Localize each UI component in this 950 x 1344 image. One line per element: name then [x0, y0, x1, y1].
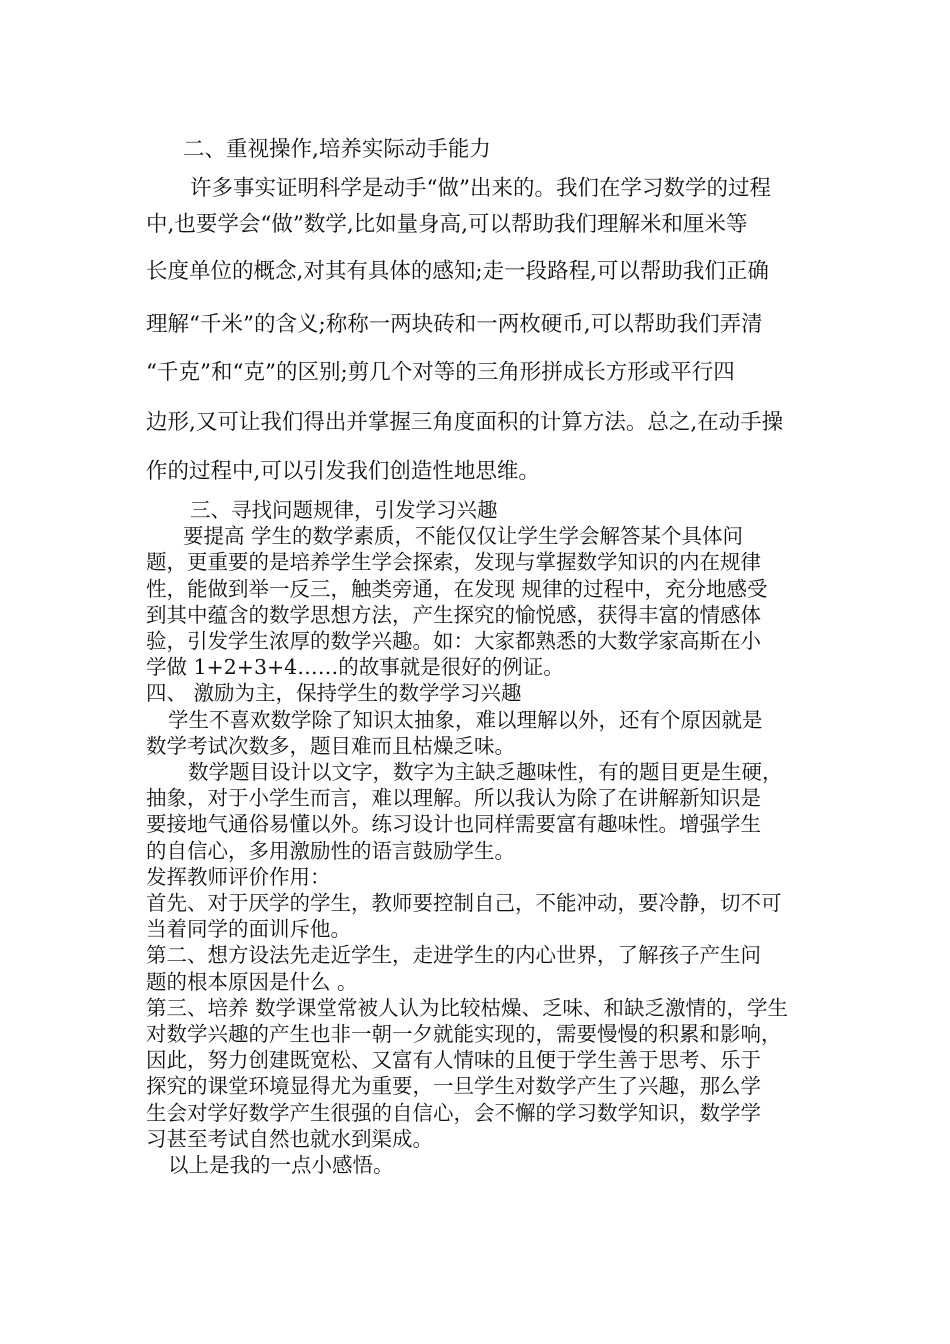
section-heading-3: 三、寻找问题规律，引发学习兴趣: [190, 498, 498, 522]
paragraph-line: 验，引发学生浓厚的数学兴趣。如：大家都熟悉的大数学家高斯在小: [146, 629, 761, 653]
paragraph-line: 作的过程中,可以引发我们创造性地思维。: [146, 459, 540, 484]
paragraph-line: 生会对学好数学产生很强的自信心，会不懈的学习数学知识，数学学: [146, 1101, 761, 1125]
paragraph-line: 的自信心，多用激励性的语言鼓励学生。: [146, 839, 515, 863]
paragraph-line: 习甚至考试自然也就水到渠成。: [146, 1127, 433, 1151]
paragraph-line: 要提高 学生的数学素质，不能仅仅让学生学会解答某个具体问: [183, 524, 744, 548]
paragraph-line: 到其中蕴含的数学思想方法，产生探究的愉悦感，获得丰富的情感体: [146, 603, 761, 627]
paragraph-line: 中,也要学会“做”数学,比如量身高,可以帮助我们理解米和厘米等: [146, 212, 748, 237]
paragraph-line: 长度单位的概念,对其有具体的感知;走一段路程,可以帮助我们正确: [146, 259, 769, 284]
paragraph-line: 第二、想方设法先走近学生，走进学生的内心世界，了解孩子产生问: [146, 943, 761, 967]
paragraph-line: 首先、对于厌学的学生，教师要控制自己，不能冲动，要冷静，切不可: [146, 891, 782, 915]
closing-line: 以上是我的一点小感悟。: [168, 1153, 394, 1177]
paragraph-line: 题的根本原因是什么 。: [146, 970, 358, 994]
section-heading-4: 四、 激励为主，保持学生的数学学习兴趣: [146, 681, 522, 705]
paragraph-line: 第三、培养 数学课堂常被人认为比较枯燥、乏味、和缺乏激情的，学生: [146, 996, 789, 1020]
paragraph-line: 对数学兴趣的产生也非一朝一夕就能实现的，需要慢慢的积累和影响，: [146, 1022, 782, 1046]
paragraph-line: 题，更重要的是培养学生学会探索，发现与掌握数学知识的内在规律: [146, 550, 761, 574]
paragraph-line: “千克”和“克”的区别;剪几个对等的三角形拼成长方形或平行四: [146, 360, 735, 385]
paragraph-line: 数学考试次数多，题目难而且枯燥乏味。: [146, 734, 515, 758]
paragraph-line: 要接地气通俗易懂以外。练习设计也同样需要富有趣味性。增强学生: [146, 812, 761, 836]
paragraph-line: 理解“千米”的含义;称称一两块砖和一两枚硬币,可以帮助我们弄清: [146, 312, 763, 337]
subheading-line: 发挥教师评价作用：: [146, 865, 331, 889]
section-heading-2: 二、重视操作,培养实际动手能力: [183, 137, 491, 162]
paragraph-line: 许多事实证明科学是动手“做”出来的。我们在学习数学的过程: [190, 176, 771, 201]
paragraph-line: 学生不喜欢数学除了知识太抽象，难以理解以外，还有个原因就是: [168, 708, 763, 732]
paragraph-line: 数学题目设计以文字，数字为主缺乏趣味性，有的题目更是生硬，: [188, 760, 783, 784]
paragraph-line: 抽象，对于小学生而言，难以理解。所以我认为除了在讲解新知识是: [146, 786, 761, 810]
paragraph-line: 性，能做到举一反三，触类旁通，在发现 规律的过程中，充分地感受: [146, 577, 768, 601]
paragraph-line: 探究的课堂环境显得尤为重要，一旦学生对数学产生了兴趣，那么学: [146, 1074, 761, 1098]
paragraph-line: 边形,又可让我们得出并掌握三角度面积的计算方法。总之,在动手操: [146, 410, 784, 435]
paragraph-line: 当着同学的面训斥他。: [146, 917, 351, 941]
paragraph-line: 学做 1+2+3+4……的故事就是很好的例证。: [146, 655, 564, 679]
paragraph-line: 因此，努力创建既宽松、又富有人情味的且便于学生善于思考、乐于: [146, 1048, 761, 1072]
